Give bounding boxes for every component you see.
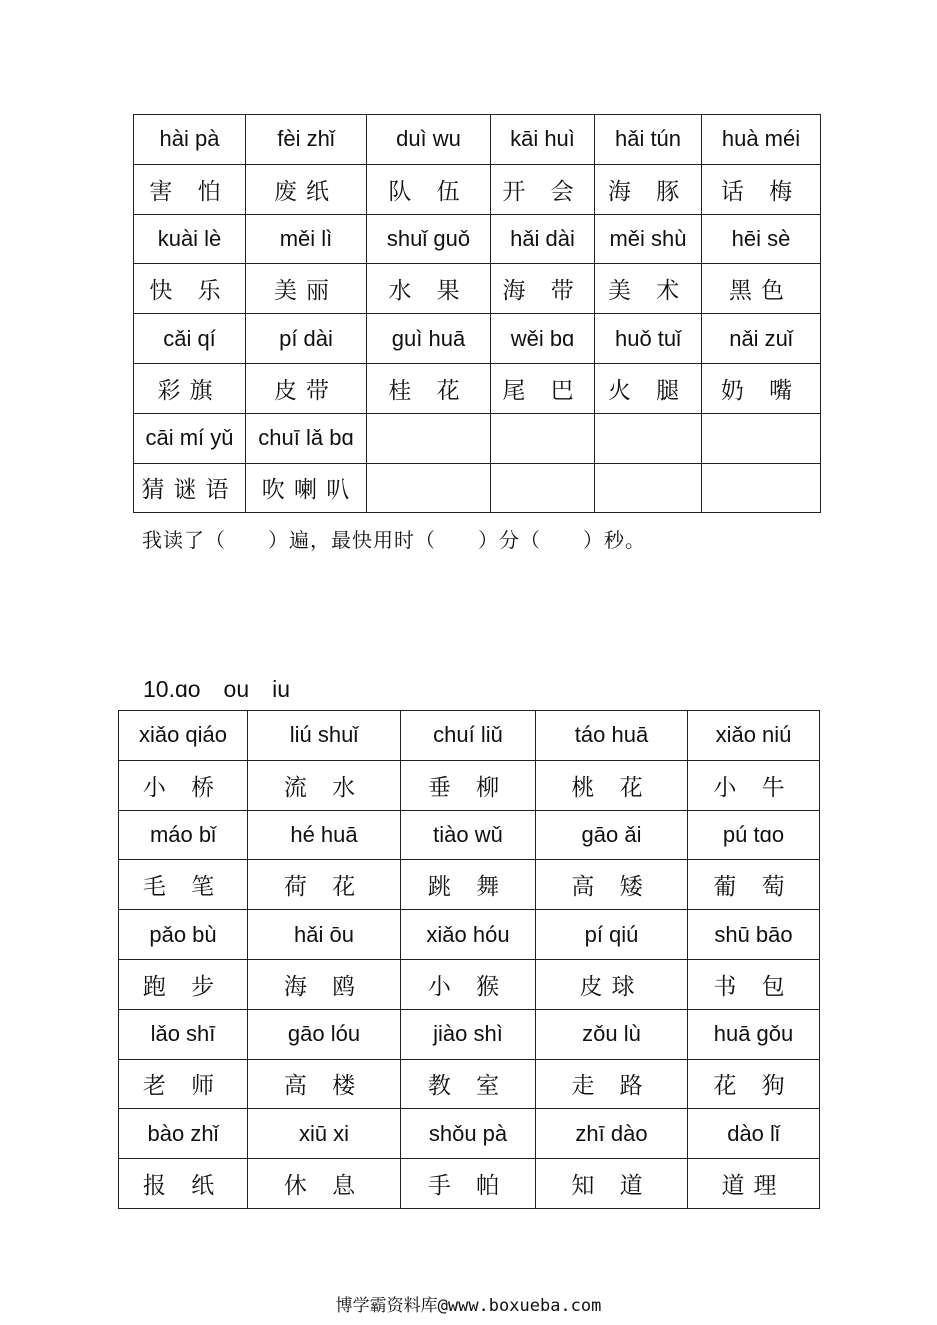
hanzi-cell: 桂 花 <box>367 363 491 413</box>
hanzi-cell: 小 牛 <box>688 760 820 810</box>
hanzi-cell: 知 道 <box>536 1159 688 1209</box>
pinyin-cell <box>491 413 595 463</box>
hanzi-row <box>119 959 820 1009</box>
pinyin-table-1-body <box>134 115 821 513</box>
hanzi-cell: 书 包 <box>688 959 820 1009</box>
pinyin-cell: hǎi tún <box>595 115 702 165</box>
pinyin-cell: gāo lóu <box>248 1009 401 1059</box>
pinyin-cell: máo bǐ <box>119 810 248 860</box>
hanzi-cell <box>367 463 491 513</box>
hanzi-cell: 跳 舞 <box>401 860 536 910</box>
pinyin-cell: kuài lè <box>134 214 246 264</box>
pinyin-row <box>134 413 821 463</box>
hanzi-cell: 流 水 <box>248 760 401 810</box>
hanzi-cell: 老 师 <box>119 1059 248 1109</box>
pinyin-cell: měi shù <box>595 214 702 264</box>
hanzi-cell: 跑 步 <box>119 959 248 1009</box>
pinyin-cell: pí dài <box>246 314 367 364</box>
hanzi-cell: 海 带 <box>491 264 595 314</box>
pinyin-cell: hé huā <box>248 810 401 860</box>
pinyin-cell: shū bāo <box>688 910 820 960</box>
pinyin-cell: zǒu lù <box>536 1009 688 1059</box>
hanzi-cell: 废纸 <box>246 164 367 214</box>
pinyin-cell: xiǎo qiáo <box>119 711 248 761</box>
pinyin-cell: gāo ǎi <box>536 810 688 860</box>
pinyin-table-2-body <box>119 711 820 1209</box>
hanzi-cell: 美 术 <box>595 264 702 314</box>
hanzi-cell: 吹 喇 叭 <box>246 463 367 513</box>
pinyin-row <box>134 214 821 264</box>
pinyin-cell: hēi sè <box>702 214 821 264</box>
hanzi-cell: 花 狗 <box>688 1059 820 1109</box>
hanzi-cell: 皮球 <box>536 959 688 1009</box>
hanzi-cell: 休 息 <box>248 1159 401 1209</box>
pinyin-cell: cāi mí yǔ <box>134 413 246 463</box>
pinyin-cell: hǎi ōu <box>248 910 401 960</box>
hanzi-cell: 队 伍 <box>367 164 491 214</box>
hanzi-row <box>134 463 821 513</box>
pinyin-cell: pú tɑo <box>688 810 820 860</box>
pinyin-cell: shǒu pà <box>401 1109 536 1159</box>
pinyin-cell <box>702 413 821 463</box>
hanzi-cell: 快 乐 <box>134 264 246 314</box>
pinyin-cell: huā gǒu <box>688 1009 820 1059</box>
hanzi-cell: 猜谜语 <box>134 463 246 513</box>
hanzi-cell: 黑色 <box>702 264 821 314</box>
hanzi-cell: 高 楼 <box>248 1059 401 1109</box>
hanzi-cell: 报 纸 <box>119 1159 248 1209</box>
pinyin-row <box>119 910 820 960</box>
hanzi-cell: 高 矮 <box>536 860 688 910</box>
pinyin-cell: lǎo shī <box>119 1009 248 1059</box>
hanzi-cell: 害 怕 <box>134 164 246 214</box>
pinyin-cell: xiū xi <box>248 1109 401 1159</box>
pinyin-row <box>119 1109 820 1159</box>
pinyin-cell: huà méi <box>702 115 821 165</box>
hanzi-cell: 彩旗 <box>134 363 246 413</box>
hanzi-cell: 海 鸥 <box>248 959 401 1009</box>
pinyin-cell: pí qiú <box>536 910 688 960</box>
pinyin-cell: tiào wǔ <box>401 810 536 860</box>
hanzi-cell <box>702 463 821 513</box>
pinyin-cell <box>367 413 491 463</box>
pinyin-cell: nǎi zuǐ <box>702 314 821 364</box>
hanzi-cell: 皮带 <box>246 363 367 413</box>
pinyin-table-1 <box>133 114 821 513</box>
pinyin-cell: chuí liǔ <box>401 711 536 761</box>
hanzi-cell: 开 会 <box>491 164 595 214</box>
hanzi-row <box>119 760 820 810</box>
hanzi-cell: 火 腿 <box>595 363 702 413</box>
pinyin-row <box>134 314 821 364</box>
pinyin-cell: xiǎo hóu <box>401 910 536 960</box>
hanzi-cell: 手 帕 <box>401 1159 536 1209</box>
pinyin-cell <box>595 413 702 463</box>
hanzi-row <box>134 264 821 314</box>
hanzi-cell: 小 桥 <box>119 760 248 810</box>
pinyin-cell: pǎo bù <box>119 910 248 960</box>
pinyin-table-2 <box>118 710 820 1209</box>
pinyin-cell: cǎi qí <box>134 314 246 364</box>
pinyin-cell: xiǎo niú <box>688 711 820 761</box>
pinyin-cell: dào lǐ <box>688 1109 820 1159</box>
pinyin-cell: měi lì <box>246 214 367 264</box>
hanzi-cell: 桃 花 <box>536 760 688 810</box>
hanzi-cell <box>491 463 595 513</box>
hanzi-cell: 尾 巴 <box>491 363 595 413</box>
pinyin-cell: liú shuǐ <box>248 711 401 761</box>
hanzi-row <box>119 860 820 910</box>
pinyin-cell: shuǐ guǒ <box>367 214 491 264</box>
hanzi-cell: 教 室 <box>401 1059 536 1109</box>
pinyin-cell: hǎi dài <box>491 214 595 264</box>
hanzi-cell: 毛 笔 <box>119 860 248 910</box>
pinyin-cell: kāi huì <box>491 115 595 165</box>
hanzi-cell: 葡 萄 <box>688 860 820 910</box>
pinyin-row <box>119 1009 820 1059</box>
hanzi-cell <box>595 463 702 513</box>
hanzi-cell: 小 猴 <box>401 959 536 1009</box>
pinyin-row <box>119 711 820 761</box>
hanzi-cell: 垂 柳 <box>401 760 536 810</box>
footer-watermark: 博学霸资料库@www.boxueba.com <box>335 1296 602 1316</box>
pinyin-cell: zhī dào <box>536 1109 688 1159</box>
hanzi-cell: 海 豚 <box>595 164 702 214</box>
hanzi-row <box>134 164 821 214</box>
pinyin-cell: chuī lǎ bɑ <box>246 413 367 463</box>
pinyin-cell: guì huā <box>367 314 491 364</box>
pinyin-cell: táo huā <box>536 711 688 761</box>
hanzi-cell: 道理 <box>688 1159 820 1209</box>
hanzi-row <box>134 363 821 413</box>
pinyin-cell: hài pà <box>134 115 246 165</box>
hanzi-cell: 奶 嘴 <box>702 363 821 413</box>
hanzi-cell: 荷 花 <box>248 860 401 910</box>
pinyin-cell: wěi bɑ <box>491 314 595 364</box>
pinyin-row <box>119 810 820 860</box>
pinyin-cell: jiào shì <box>401 1009 536 1059</box>
hanzi-cell: 美丽 <box>246 264 367 314</box>
pinyin-cell: bào zhǐ <box>119 1109 248 1159</box>
hanzi-cell: 水 果 <box>367 264 491 314</box>
reading-record-note: 我读了（ ）遍，最快用时（ ）分（ ）秒。 <box>142 528 646 552</box>
pinyin-cell: duì wu <box>367 115 491 165</box>
hanzi-row <box>119 1159 820 1209</box>
hanzi-cell: 话 梅 <box>702 164 821 214</box>
pinyin-row <box>134 115 821 165</box>
pinyin-cell: huǒ tuǐ <box>595 314 702 364</box>
pinyin-cell: fèi zhǐ <box>246 115 367 165</box>
section-title: 10.ɑo ou iu <box>143 676 291 702</box>
hanzi-row <box>119 1059 820 1109</box>
hanzi-cell: 走 路 <box>536 1059 688 1109</box>
